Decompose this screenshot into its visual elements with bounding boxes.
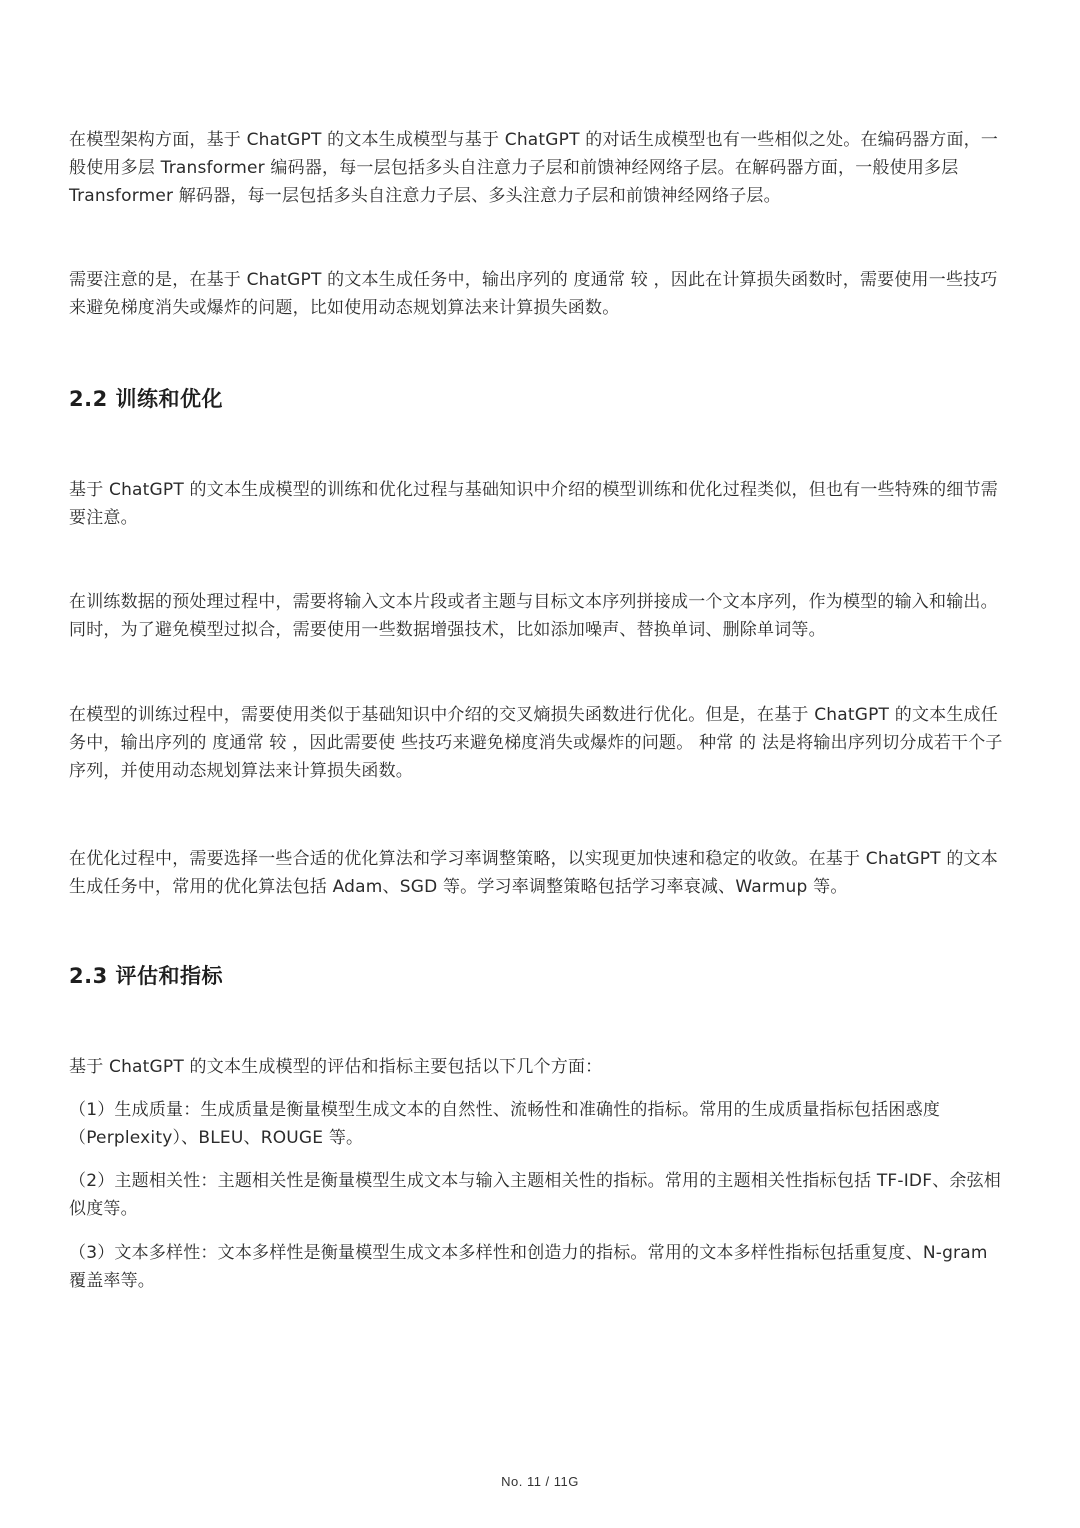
list-item-topic-relevance: （2）主题相关性：主题相关性是衡量模型生成文本与输入主题相关性的指标。常用的主题相关性指标包括 TF-IDF、余弦相似度等。 bbox=[69, 1171, 1001, 1219]
paragraph-evaluation-intro: 基于 ChatGPT 的文本生成模型的评估和指标主要包括以下几个方面： bbox=[69, 1057, 603, 1077]
section-heading-2-2: 2.2 训练和优化 bbox=[69, 387, 224, 411]
list-item-text-diversity: （3）文本多样性：文本多样性是衡量模型生成文本多样性和创造力的指标。常用的文本多样性指标包括重复度、N-gram 覆盖率等。 bbox=[69, 1243, 988, 1291]
paragraph-training-loss: 在模型的训练过程中，需要使用类似于基础知识中介绍的交叉熵损失函数进行优化。但是，在基于 ChatGPT 的文本生成任务中，输出序列的 度通常 较 ，因此需要使 些技巧来避免梯度消失或爆炸的问题。 种常 的 法是将输出序列切分成若干个子序列，并使用动态规划算法来计算损失函数。 bbox=[69, 705, 1003, 781]
paragraph-architecture: 在模型架构方面，基于 ChatGPT 的文本生成模型与基于 ChatGPT 的对话生成模型也有一些相似之处。在编码器方面，一般使用多层 Transformer 编码器，每一层包括多头自注意力子层和前馈神经网络子层。在解码器方面，一般使用多层 Transformer 解码器，每一层包括多头自注意力子层、多头注意力子层和前馈神经网络子层。 bbox=[69, 130, 999, 206]
paragraph-output-length-note: 需要注意的是，在基于 ChatGPT 的文本生成任务中，输出序列的 度通常 较 ，因此在计算损失函数时，需要使用一些技巧来避免梯度消失或爆炸的问题，比如使用动态规划算法来计算损失函数。 bbox=[69, 270, 998, 318]
page-number: No. 11 / 11G bbox=[501, 1474, 579, 1489]
paragraph-training-overview: 基于 ChatGPT 的文本生成模型的训练和优化过程与基础知识中介绍的模型训练和优化过程类似，但也有一些特殊的细节需要注意。 bbox=[69, 480, 998, 528]
list-item-generation-quality: （1）生成质量：生成质量是衡量模型生成文本的自然性、流畅性和准确性的指标。常用的生成质量指标包括困惑度（Perplexity）、BLEU、ROUGE 等。 bbox=[69, 1100, 941, 1148]
paragraph-preprocessing: 在训练数据的预处理过程中，需要将输入文本片段或者主题与目标文本序列拼接成一个文本序列，作为模型的输入和输出。同时，为了避免模型过拟合，需要使用一些数据增强技术，比如添加噪声、替换单词、删除单词等。 bbox=[69, 592, 998, 640]
paragraph-optimization: 在优化过程中，需要选择一些合适的优化算法和学习率调整策略，以实现更加快速和稳定的收敛。在基于 ChatGPT 的文本生成任务中，常用的优化算法包括 Adam、SGD 等。学习率调整策略包括学习率衰减、Warmup 等。 bbox=[69, 849, 998, 897]
section-heading-2-3: 2.3 评估和指标 bbox=[69, 964, 224, 988]
